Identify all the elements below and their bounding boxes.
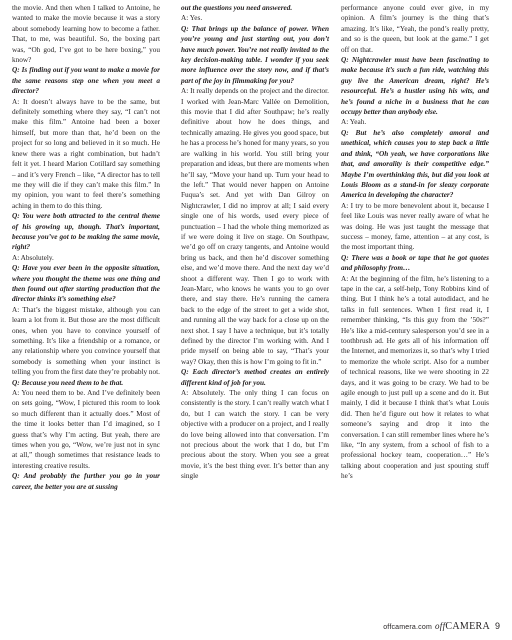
interview-question: Q: You were both attracted to the central theme of his growing up, though. That’s important, because you’ve got to be making the same movie, right? (12, 212, 160, 252)
page-footer (383, 621, 500, 632)
interview-question: Q: And probably the further you go in your career, the better you are at sussing (12, 472, 160, 491)
text-column-3 (341, 3, 489, 482)
interview-question: Q: There was a book or tape that he got quotes and philosophy from… (341, 253, 489, 273)
interview-question: Q: Each director’s method creates an entirely different kind of job for you. (181, 368, 329, 387)
text-column-1 (12, 3, 160, 492)
interview-question: Q: Is finding out if you want to make a movie for the same reasons step one when you meet a director? (12, 66, 160, 96)
interview-answer: the movie. And then when I talked to Antoine, he wanted to make the movie because it was a story about somebody learning how to become a father. That, to me, was beautiful. So, the boxing part was, “Oh god, I’ve got to be here boxing,” you know? (12, 4, 160, 65)
website-url: offcamera.com (383, 624, 432, 631)
interview-question: Q: That brings up the balance of power. When you’re young and just starting out, you don’t have much power. You’re not really invited to the key decision-making table. I wonder if you seek more influence over the story now, and if that’s part of the joy in filmmaking for you? (181, 24, 329, 85)
interview-answer: A: Absolutely. The only thing I can focus on consistently is the story. I can’t really watch what I do, but I can watch the story. I can be very objective with a producer on a project, and I really do love being allowed into that conversation. I’m not precious about the work that I do, but I’m precious about the story. When you see a great movie, it’s the best thing ever. It’s better than any single (181, 389, 329, 481)
interview-answer: A: I try to be more benevolent about it, because I feel like Louis was never really aware of what he was doing. He was just taught the message that success – money, fame, attention – at any cost, is the most important thing. (341, 201, 489, 252)
interview-answer: A: It doesn’t always have to be the same, but definitely something where they say, “I can’t not make this film.” Antoine had been a boxer himself, but more than that, he’d been on the project for so long and believed in it so much. He knew there was a right combination, but hadn’t felt it yet. I heard Marion Cotillard say something – and it’s very French – like, “A director has to tell me they will die if they can’t make this film.” In my opinion, you want to feel there’s something aching in them to do this thing. (12, 97, 160, 210)
logo-camera: CAMERA (445, 621, 490, 632)
text-column-2 (181, 3, 329, 482)
interview-question: Q: Nightcrawler must have been fascinating to make because it’s such a fun ride, watching this guy live the American dream, right? He’s resourceful. He’s a hustler using his wits, and he’s found a niche in a business that he can occupy better than anybody else. (341, 56, 489, 117)
logo-off: off (434, 621, 446, 631)
interview-question: Q: But he’s also completely amoral and unethical, which causes you to step back a little and think, “Oh yeah, we have corporations like that, and amorality is their competitive edge.” Maybe I’m overthinking this, but did you look at Louis Bloom as a stand-in for sleazy corporate America in developing the character? (341, 128, 489, 200)
interview-answer: A: You need them to be. And I’ve definitely been on sets going, “Wow, I pictured this room to look so much different than it actually does.” Most of the time it looks better than I’d imagined, so I guess that’s why I’m acting. But yeah, there are times when you go, “Wow, we’re just not in sync at all,” though sometimes that resistance leads to interesting creative results. (12, 389, 160, 470)
interview-answer: A: That’s the biggest mistake, although you can learn a lot from it. But those are the most difficult ones, when you have to convince yourself of something. It’s like a friendship or a romance, or any relationship where you convince yourself that somebody is something when your instinct is telling you from the first date they’re probably not. (12, 305, 160, 377)
interview-answer: A: It really depends on the project and the director. I worked with Jean-Marc Vallée on Demolition, this movie that I did after Southpaw; he’s really definitive about how he does things, and technically amazing. He gives you good space, but he has a process he’s honed for many years, so you are walking in his world. You still bring your preparation and ideas, but there are moments when he’ll say, “Move your hand up. Turn your head to the left.” That would never happen on Antoine Fuqua’s set. And yet with Dan Gilroy on Nightcrawler, I did no improv at all; I said every single one of his words, used every piece of punctuation – I had the whole thing memorized as if we were doing it live on stage. On Southpaw, we’d go off on crazy tangents, and Antoine would bring us back, and then he’d discover something else, and we’d move there. And the next day we’d shoot a different way. Then I go to work with Jean-Marc, who knows he wants you to go over there, and stay there. He’s running the camera back to the edge of the street to get a wide shot, and running all the way back for a close up on the next shot. I say I have a technique, but it’s totally defined by the director I’m working with. And I pride myself on being able to say, “That’s your way? Okay, then this is how I’m going to fit in.” (181, 87, 329, 366)
interview-answer: A: Yeah. (341, 118, 367, 127)
interview-answer: A: Absolutely. (12, 253, 54, 262)
interview-answer: performance anyone could ever give, in my opinion. A film’s journey is the thing that’s amazing. It’s like, “Yeah, the pond’s really pretty, and so is the queen, but look at the game.” I get off on that. (341, 4, 489, 54)
page-number: 9 (494, 621, 500, 631)
interview-question: Q: Have you ever been in the opposite situation, where you thought the theme was one thing and then found out after starting production that the director thinks it’s something else? (12, 264, 160, 304)
interview-question: Q: Because you need them to be that. (12, 378, 124, 387)
interview-question: out the questions you need answered. (181, 4, 293, 12)
interview-answer: A: Yes. (181, 14, 203, 23)
magazine-logo (435, 621, 490, 632)
interview-answer: A: At the beginning of the film, he’s listening to a tape in the car, a self-help, Tony Robbins kind of thing. But I think he’s a total autodidact, and he talks in full sentences. When I first read it, I remember thinking, “Is this guy from the ’50s?” He’s like a mid-century salesperson you’d see in a toothbrush ad. He gets all of his information off the Internet, and memorizes it, so that’s why I tried to memorize the whole script. Also for a number of technical reasons, like we were shooting in 22 days, and it was going to be crazy. We had to be agile enough to just pull up a scene and do it. But mainly, I did it because I think that’s what Louis did. Then he’d figure out how it relates to what someone’s saying and drop it into the conversation. I can still remember lines where he’s like, “In any system, from a school of fish to a professional hockey team, cooperation…” He’s talking about cooperation and just spouting stuff he’s (341, 274, 489, 481)
